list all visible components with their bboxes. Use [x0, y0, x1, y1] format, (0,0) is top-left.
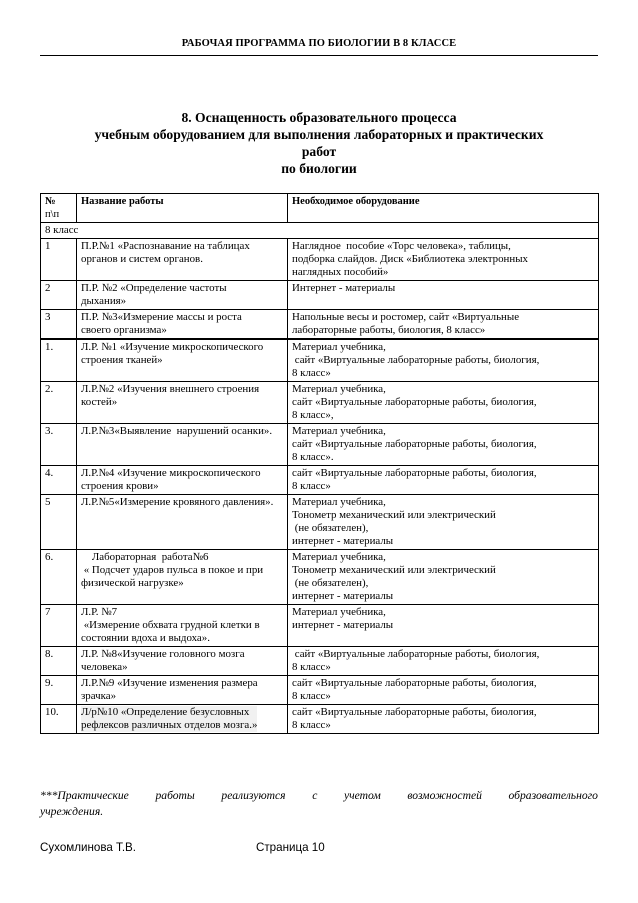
header-num-line: №	[45, 196, 56, 207]
equipment-list	[288, 239, 599, 281]
class-row	[41, 223, 599, 239]
work-name	[77, 550, 288, 605]
footnote-word: реализуются	[221, 789, 286, 802]
header-num-line: п\п	[45, 209, 60, 220]
equipment-line: Материал учебника,	[292, 383, 386, 395]
table-row	[41, 382, 599, 424]
equipment-list	[288, 424, 599, 466]
work-name-line: П.Р.№1 «Распознавание на таблицах	[81, 240, 250, 252]
work-name-line: строения крови»	[81, 480, 159, 492]
work-name-line: Л.Р. №7	[81, 606, 118, 618]
equipment-line: 8 класс»	[292, 480, 331, 492]
equipment-line: Материал учебника,	[292, 425, 386, 437]
equipment-list	[288, 339, 599, 382]
work-name-line: Л.Р.№3«Выявление нарушений осанки».	[81, 425, 273, 437]
equipment-line: сайт «Виртуальные лабораторные работы, биология,	[292, 396, 537, 408]
work-name-line: органов и систем органов.	[81, 253, 203, 265]
equipment-list	[288, 310, 599, 340]
equipment-line: Материал учебника,	[292, 496, 386, 508]
equipment-list	[288, 605, 599, 647]
equipment-line: Материал учебника,	[292, 341, 386, 353]
table-row	[41, 495, 599, 550]
equipment-list	[288, 647, 599, 676]
equipment-line: интернет - материалы	[292, 619, 394, 631]
equipment-line: (не обязателен),	[292, 522, 369, 534]
work-name-line: « Подсчет ударов пульса в покое и при	[81, 564, 264, 576]
equipment-list	[288, 705, 599, 734]
work-name	[77, 676, 288, 705]
table-row	[41, 676, 599, 705]
footnote-word: с	[312, 789, 318, 802]
header-rule	[40, 55, 598, 56]
row-number: 1.	[41, 339, 77, 382]
table-row	[41, 339, 599, 382]
row-number: 1	[41, 239, 77, 281]
work-name-line: «Измерение обхвата грудной клетки в	[81, 619, 260, 631]
footnote-line	[40, 788, 598, 804]
table-header-row	[41, 194, 599, 223]
work-name-line: Лабораторная работа№6	[81, 551, 209, 563]
work-name-line: Л.Р.№9 «Изучение изменения размера	[81, 677, 258, 689]
row-number: 3	[41, 310, 77, 340]
equipment-line: 8 класс»	[292, 690, 331, 702]
work-name	[77, 281, 288, 310]
work-name-line: П.Р. №3«Измерение массы и роста	[81, 311, 242, 323]
row-number: 6.	[41, 550, 77, 605]
work-name	[77, 605, 288, 647]
equipment-table	[40, 193, 599, 734]
work-name-line: рефлексов различных отделов мозга.»	[81, 719, 258, 731]
work-name	[77, 310, 288, 340]
equipment-line: сайт «Виртуальные лабораторные работы, биология,	[292, 467, 537, 479]
work-name	[77, 339, 288, 382]
work-name-line: дыхания»	[81, 295, 127, 307]
equipment-line: Интернет - материалы	[292, 282, 396, 294]
running-header: РАБОЧАЯ ПРОГРАММА ПО БИОЛОГИИ В 8 КЛАССЕ	[181, 38, 457, 49]
title-line: по биологии	[281, 161, 357, 176]
equipment-list	[288, 495, 599, 550]
equipment-line: подборка слайдов. Диск «Библиотека электронных	[292, 253, 528, 265]
work-name-line: П.Р. №2 «Определение частоты	[81, 282, 227, 294]
work-name	[77, 424, 288, 466]
row-number: 10.	[41, 705, 77, 734]
work-name-line: Л.Р. №8«Изучение головного мозга	[81, 648, 245, 660]
table-row	[41, 705, 599, 734]
equipment-list	[288, 382, 599, 424]
equipment-line: сайт «Виртуальные лабораторные работы, биология,	[292, 438, 537, 450]
footnote	[40, 788, 598, 820]
footnote-word: ***Практические	[40, 789, 129, 802]
equipment-line: (не обязателен),	[292, 577, 369, 589]
row-number: 4.	[41, 466, 77, 495]
table-row	[41, 605, 599, 647]
footer-author: Сухомлинова Т.В.	[40, 841, 137, 854]
equipment-line: сайт «Виртуальные лабораторные работы, биология,	[292, 648, 540, 660]
work-name-line: физической нагрузке»	[81, 577, 184, 589]
equipment-line: 8 класс»,	[292, 409, 334, 421]
equipment-list	[288, 466, 599, 495]
table-row	[41, 466, 599, 495]
work-name	[77, 705, 288, 734]
equipment-line: наглядных пособий»	[292, 266, 389, 278]
title-line: учебным оборудованием для выполнения лабораторных и практических	[94, 127, 544, 142]
row-number: 3.	[41, 424, 77, 466]
work-name-line: человека»	[81, 661, 128, 673]
work-name	[77, 382, 288, 424]
header-num	[41, 194, 77, 223]
table-row	[41, 424, 599, 466]
work-name-line: строения тканей»	[81, 354, 163, 366]
work-name-line: костей»	[81, 396, 118, 408]
work-name-line: Л.Р. №1 «Изучение микроскопического	[81, 341, 264, 353]
equipment-line: Материал учебника,	[292, 606, 386, 618]
work-name-line: зрачка»	[81, 690, 117, 702]
row-number: 7	[41, 605, 77, 647]
table-row	[41, 239, 599, 281]
footnote-word: работы	[155, 789, 195, 802]
work-name	[77, 647, 288, 676]
row-number: 2	[41, 281, 77, 310]
equipment-line: сайт «Виртуальные лабораторные работы, биология,	[292, 706, 537, 718]
equipment-line: 8 класс»	[292, 661, 331, 673]
equipment-line: 8 класс».	[292, 451, 334, 463]
title-line: 8. Оснащенность образовательного процесса	[181, 110, 457, 125]
equipment-line: лабораторные работы, биология, 8 класс»	[292, 324, 486, 336]
equipment-line: 8 класс»	[292, 719, 331, 731]
equipment-line: Наглядное пособие «Торс человека», таблицы,	[292, 240, 511, 252]
footnote-line: учреждения.	[40, 805, 104, 818]
row-number: 5	[41, 495, 77, 550]
work-name-line: Л/р№10 «Определение безусловных	[81, 706, 250, 718]
work-name	[77, 495, 288, 550]
table-row	[41, 281, 599, 310]
work-name	[77, 239, 288, 281]
work-name-line: своего организма»	[81, 324, 167, 336]
equipment-list	[288, 281, 599, 310]
equipment-line: Тонометр механический или электрический	[292, 564, 496, 576]
equipment-list	[288, 676, 599, 705]
equipment-line: интернет - материалы	[292, 590, 394, 602]
footnote-word: образовательного	[508, 789, 598, 802]
footnote-word: учетом	[343, 789, 381, 802]
header-name: Название работы	[77, 194, 288, 223]
equipment-line: 8 класс»	[292, 367, 331, 379]
table-row	[41, 550, 599, 605]
footer-page-number: Страница 10	[256, 841, 325, 854]
equipment-line: сайт «Виртуальные лабораторные работы, биология,	[292, 354, 540, 366]
row-number: 8.	[41, 647, 77, 676]
highlight-box	[81, 706, 257, 732]
section-title	[44, 109, 594, 177]
class-label: 8 класс	[41, 223, 599, 239]
footnote-word: возможностей	[407, 789, 482, 802]
work-name-line: Л.Р.№2 «Изучения внешнего строения	[81, 383, 260, 395]
equipment-line: Тонометр механический или электрический	[292, 509, 496, 521]
equipment-line: сайт «Виртуальные лабораторные работы, биология,	[292, 677, 537, 689]
work-name-line: Л.Р.№5«Измерение кровяного давления».	[81, 496, 274, 508]
header-equipment: Необходимое оборудование	[288, 194, 599, 223]
equipment-line: Напольные весы и ростомер, сайт «Виртуальные	[292, 311, 520, 323]
equipment-list	[288, 550, 599, 605]
equipment-line: интернет - материалы	[292, 535, 394, 547]
table-row	[41, 310, 599, 340]
equipment-line: Материал учебника,	[292, 551, 386, 563]
row-number: 9.	[41, 676, 77, 705]
work-name-line: Л.Р.№4 «Изучение микроскопического	[81, 467, 261, 479]
title-line: работ	[301, 144, 337, 159]
work-name-line: состоянии вдоха и выдоха».	[81, 632, 210, 644]
table-row	[41, 647, 599, 676]
row-number: 2.	[41, 382, 77, 424]
work-name	[77, 466, 288, 495]
